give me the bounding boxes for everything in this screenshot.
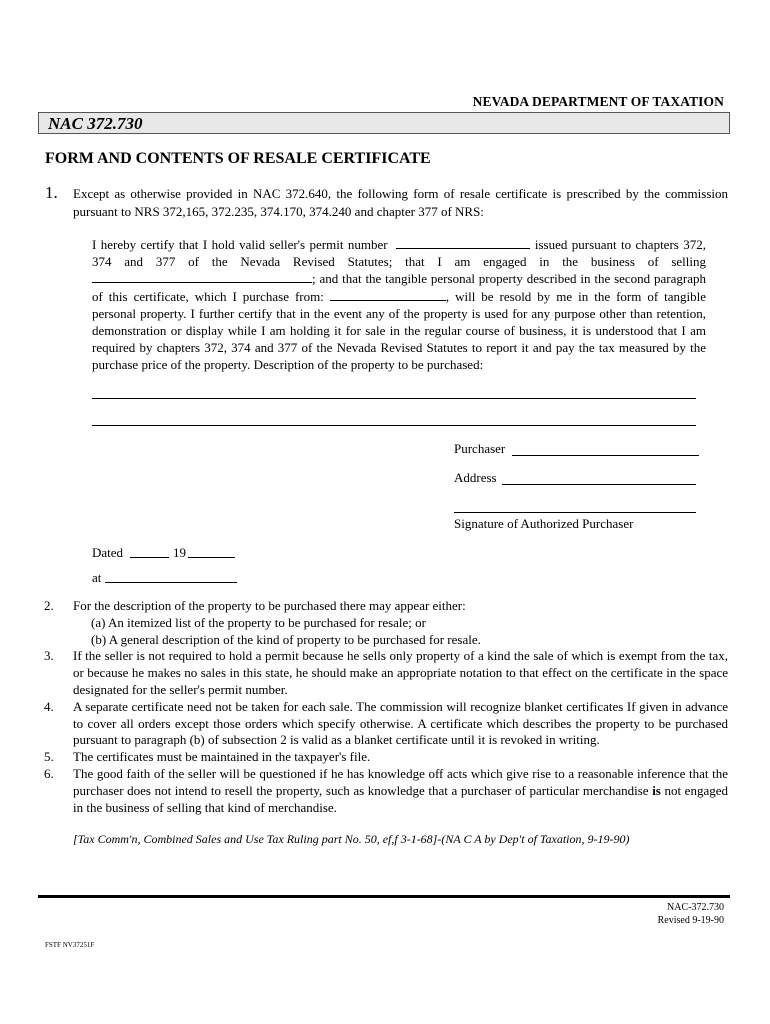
year-prefix: 19 [173,545,186,560]
dated-label: Dated [92,545,124,560]
footer-info [658,901,724,927]
list-item [44,766,728,816]
seller-permit-number-field[interactable] [396,236,530,249]
provisions-list [44,598,728,816]
sub-item-b: (b) A general description of the kind of property to be purchased for resale. [91,631,481,647]
form-id: FSTF NV37251F [45,941,95,949]
property-description-line-1[interactable] [92,398,696,399]
form-title: FORM AND CONTENTS OF RESALE CERTIFICATE [45,150,431,167]
property-description-line-2[interactable] [92,425,696,426]
dated-field[interactable] [130,557,169,558]
footer-code: NAC-372.730 [667,902,724,913]
business-type-field[interactable] [92,270,312,283]
list-item [44,648,728,698]
certificate-text-3: ; and that the tangible personal property described in the second paragraph of this certificate, which I purchase from: [92,271,706,304]
item-number: 2. [44,598,54,613]
item-number: 5. [44,749,54,765]
item-number: 6. [44,765,54,781]
certificate-text-4: , will be resold by me in the form of tangible personal property. I further certify that in the event any of the property is used for any purpose other than retention, demonstration or display while I am holding it for sale in the regular course of business, it is understood that I am required by chapters 372, 374 and 377 of the Nevada Revised Statutes to report it and pay the tax measured by the purchase price of the property. Description of the property to be purchased: [92,288,707,373]
year-field[interactable] [188,557,235,558]
regulation-code-box [38,112,730,134]
list-item [44,749,728,766]
section-1-number: 1. [45,183,58,202]
agency-name: NEVADA DEPARTMENT OF TAXATION [472,94,724,109]
section-1-text: Except as otherwise provided in NAC 372.640, the following form of resale certificate is prescribed by the commission pursuant to NRS 372,165, 372.235, 374.170, 374.240 and chapter 377 of NRS: [73,186,728,219]
certificate-text-1: I hereby certify that I hold valid seller's permit number [92,237,388,252]
purchaser-field[interactable] [512,455,699,456]
item-number: 3. [44,648,54,664]
address-label: Address [454,470,497,485]
item-bold-word: is [652,782,661,798]
regulation-code: NAC 372.730 [48,114,143,133]
footer-revised: Revised 9-19-90 [657,915,724,926]
item-text: For the description of the property to be purchased there may appear either: [73,598,466,613]
list-item [44,699,728,749]
list-item [44,598,728,615]
item-text: The certificates must be maintained in the taxpayer's file. [73,749,371,765]
at-label: at [92,570,102,585]
footer-divider [38,895,730,898]
location-field[interactable] [105,582,237,583]
item-text: If the seller is not required to hold a permit because he sells only property of a kind the sale of which is exempt from the tax, or because he makes no sales in this state, he should make an appropriate notation to that effect on the certificate in the space designated for the seller's permit number. [73,648,728,697]
seller-name-field[interactable] [330,288,446,301]
legal-citation: [Tax Comm'n, Combined Sales and Use Tax Ruling part No. 50, ef,f 3-1-68]-(NA C A by Dep't of Taxation, 9-19-90) [73,832,630,846]
certificate-text-2: issued pursuant to chapters 372, 374 and 377 of the Nevada Revised Statutes; that I am engaged in the business of selling [92,237,707,270]
signature-field[interactable] [454,512,696,513]
address-field[interactable] [502,484,696,485]
item-text-rest: not engaged in the business of selling that kind of merchandise. [73,782,728,815]
item-text: A separate certificate need not be taken for each sale. The commission will recognize blanket certificates If given in advance to cover all orders except those orders which specify otherwise. A certificate which describes the property to be purchased pursuant to paragraph (b) of subsection 2 is valid as a blanket certificate until it is revoked in writing. [73,698,728,748]
signature-label: Signature of Authorized Purchaser [454,516,634,531]
sub-item-a: (a) An itemized list of the property to be purchased for resale; or [91,614,426,630]
certificate-body [92,236,706,374]
item-number: 4. [44,698,54,714]
item-text: The good faith of the seller will be questioned if he has knowledge off acts which give rise to a reasonable inference that the purchaser does not intend to resell the property, such as knowledge that a purchaser of particular merchandise [73,765,728,798]
purchaser-label: Purchaser [454,441,506,456]
